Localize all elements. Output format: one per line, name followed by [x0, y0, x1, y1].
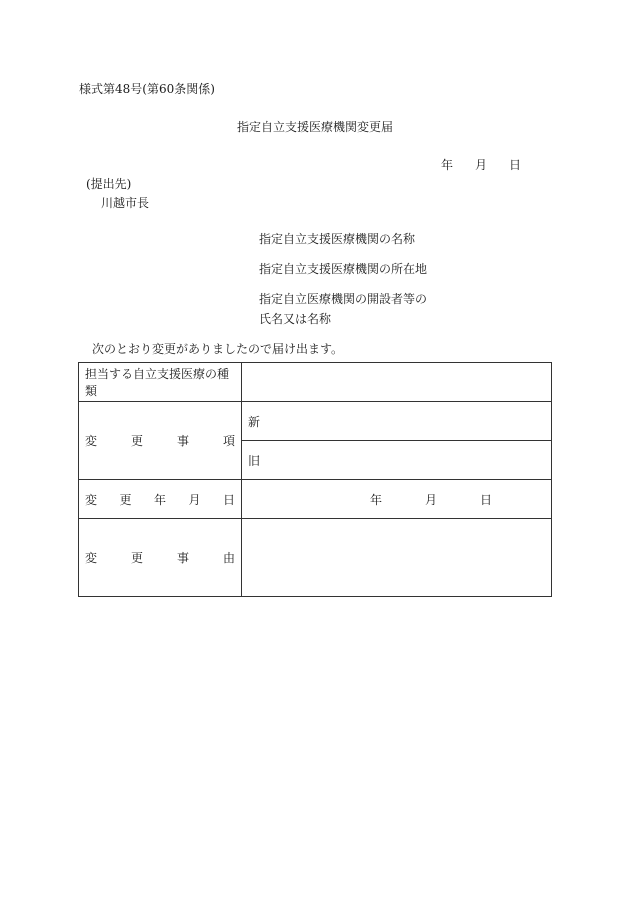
addressee: 川越市長 — [101, 196, 150, 210]
table-row — [79, 363, 552, 402]
change-reason-value[interactable] — [242, 519, 552, 597]
label-char: 事 — [176, 551, 189, 565]
old-label: 旧 — [248, 453, 261, 468]
label-char: 更 — [130, 434, 143, 448]
medical-type-label: 担当する自立支援医療の種類 — [79, 363, 242, 402]
label-char: 事 — [176, 434, 189, 448]
label-char: 更 — [130, 551, 143, 565]
change-item-label — [79, 402, 242, 480]
change-date-label — [79, 480, 242, 519]
founder-name-label — [259, 289, 427, 329]
facility-address-label: 指定自立支援医療機関の所在地 — [259, 262, 428, 276]
applicant-block — [259, 229, 427, 329]
old-value-cell[interactable] — [242, 441, 552, 480]
table-row — [79, 402, 552, 441]
form-number: 様式第48号(第60条関係) — [79, 82, 215, 96]
change-year-label: 年 — [370, 492, 383, 507]
label-char: 変 — [85, 551, 98, 565]
facility-name-label: 指定自立支援医療機関の名称 — [259, 232, 416, 246]
medical-type-value[interactable] — [242, 363, 552, 402]
change-day-label: 日 — [479, 492, 492, 507]
date-year-label: 年 — [441, 158, 454, 172]
submit-to-label: (提出先) — [86, 177, 132, 191]
change-date-value[interactable] — [242, 480, 552, 519]
table-row — [79, 480, 552, 519]
change-month-label: 月 — [424, 492, 437, 507]
new-value-cell[interactable] — [242, 402, 552, 441]
founder-line-1: 指定自立医療機関の開設者等の — [259, 292, 428, 306]
table-row — [79, 519, 552, 597]
change-table — [78, 362, 552, 597]
label-char: 更 — [119, 492, 132, 507]
label-char: 項 — [222, 434, 235, 448]
submission-date — [441, 156, 521, 173]
date-month-label: 月 — [474, 158, 487, 172]
label-char: 月 — [188, 492, 201, 507]
document-title: 指定自立支援医療機関変更届 — [236, 120, 393, 134]
date-day-label: 日 — [508, 158, 521, 172]
label-char: 日 — [222, 492, 235, 507]
change-reason-label — [79, 519, 242, 597]
founder-line-2: 氏名又は名称 — [259, 312, 332, 326]
label-char: 変 — [85, 492, 98, 507]
label-char: 年 — [153, 492, 166, 507]
new-label: 新 — [248, 414, 261, 429]
label-char: 由 — [222, 551, 235, 565]
intro-statement: 次のとおり変更がありましたので届け出ます。 — [92, 342, 344, 356]
label-char: 変 — [85, 434, 98, 448]
